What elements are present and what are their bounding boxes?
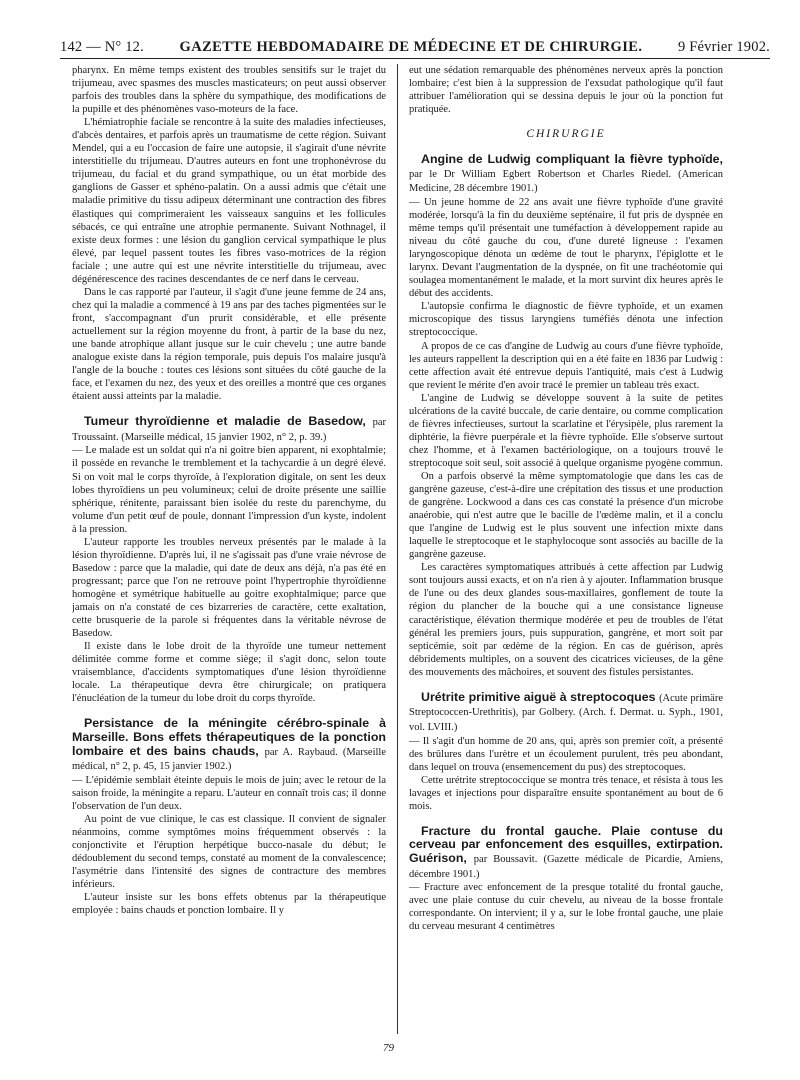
- article-byline: par Boussavit. (Gazette médicale de Picardie, Amiens, décembre 1901.): [409, 854, 723, 880]
- paragraph: pharynx. En même temps existent des troubles sensitifs sur le trajet du trijumeau, avec spasmes des muscles masticateurs; on peut aussi observer parfois des troubles dans la sphère du sympathique, des modifications de la pupille et des phénomènes vaso-moteurs de la face.: [72, 65, 386, 116]
- article-byline: par le Dr William Egbert Robertson et Charles Riedel. (American Medicine, 28 décembre 1901.): [409, 168, 723, 195]
- section-title: CHIRURGIE: [526, 128, 606, 141]
- article-heading: [72, 415, 386, 444]
- paragraph: A propos de ce cas d'angine de Ludwig au cours d'une fièvre typhoïde, les auteurs rappellent la description qui en a été faite en 1836 par Ludwig : cette affection avait été entrevue depuis l'antiquité, mais c'est à Ludwig que revient le mérite d'en avoir tracé le premier un tableau très exact.: [409, 340, 723, 391]
- paragraph: L'angine de Ludwig se développe souvent à la suite de petites ulcérations de la cavité buccale, de carie dentaire, ou comme complication de fièvres infectieuses, surtout la scarlatine et l'érysipèle, plus rarement la diphtérie, la fièvre puerpérale et la fièvre typhoïde. Elle s'observe surtout chez l'homme, et à l'examen bactériologique, on a toujours trouvé le streptocoque soit seul, soit associé à quelque organisme pyogène commun.: [409, 392, 723, 469]
- header-rule: [60, 58, 770, 59]
- article-heading: [409, 825, 723, 881]
- paragraph: — Un jeune homme de 22 ans avait une fièvre typhoïde d'une gravité modérée, lorsqu'à la fin du deuxième septénaire, il fut pris de dyspnée en même temps qu'il présentait une tuméfaction à développement rapide au niveau du côté gauche du cou, d'une dureté ligneuse : l'examen laryngoscopique dénota un œdème de tout le pharynx, l'épiglotte et le larynx. Devant l'augmentation de la dyspnée, on fit une trachéotomie qui soulagea momentanément le malade, et la mort survint dix heures après le début des accidents.: [409, 197, 723, 300]
- paragraph: Cette urétrite streptococcique se montra très tenace, et résista à tous les lavages et injections pour disparaître ensuite spontanément au bout de 6 mois.: [409, 774, 723, 812]
- paragraph: L'auteur rapporte les troubles nerveux présentés par le malade à la lésion thyroïdienne. D'après lui, il ne s'agissait pas d'une vraie névrose de Basedow : parce que la maladie, qui date de deux ans déjà, n'a pas été en progressant; parce que l'on ne retrouve point l'hypertrophie thyroïdienne homogène et symétrique habituelle au goitre exophtalmique; parce que jamais on n'a constaté de ces bizarreries de caractère, cette exaltation, cette brusquerie de la parole si fréquentes dans la véritable névrose de Basedow.: [72, 536, 386, 640]
- article-heading: [409, 691, 723, 735]
- article-title: Fracture du frontal gauche. Plaie contuse du cerveau par enfoncement des esquilles, extirpation. Guérison,: [409, 823, 723, 865]
- page-number: 142 — N° 12.: [60, 39, 144, 55]
- paragraph: On a parfois observé la même symptomatologie que dans les cas de gangrène gazeuse, c'est-à-dire une crépitation des tissus et une production de gangrène. Lockwood a dans ces cas constaté la présence d'un microbe anaérobie, qui n'est autre que le bacille de l'œdème malin, et il a conclu que l'angine de Ludwig est le plus souvent une infection mixte dans laquelle le streptocoque et le staphylocoque sont associés au bacille de la gangrène gazeuse.: [409, 471, 723, 561]
- paragraph: L'hémiatrophie faciale se rencontre à la suite des maladies infectieuses, d'abcès dentaires, et parfois après un traumatisme de cette région. Suivant Mendel, qui a eu l'occasion de faire une autopsie, il s'agirait d'une névrite interstitielle du trijumeau. D'autres auteurs en font une trophonévrose du trijumeau, du facial et du grand sympathique, ou un état morbide des ganglions de Gasser et sphéno-palatin. On a aussi admis que c'était une maladie primitive du tissu adipeux déterminant une contraction des fibres élastiques qui comprimeraient les vaisseaux sanguins et les follicules sébacés, ce qui entraîne une atrophie permanente. Suivant Nothnagel, il existe deux formes : une lésion du ganglion cervical sympathique le plus élevé, par lequel passent toutes les fibres vaso-motrices de la région faciale ; une autre qui est une névrite interstitielle du trijumeau, avec dégénérescence des racines descendantes de ce nerf dans le cerveau.: [72, 117, 386, 285]
- article-byline: par A. Raybaud. (Marseille médical, n° 2, p. 45, 15 janvier 1902.): [72, 746, 386, 773]
- article-byline: par Troussaint. (Marseille médical, 15 janvier 1902, n° 2, p. 39.): [72, 417, 386, 443]
- column-divider: [397, 64, 398, 1034]
- left-column: [72, 64, 386, 1034]
- page-header: [60, 30, 770, 56]
- article-heading: [409, 153, 723, 196]
- paragraph: — Il s'agit d'un homme de 20 ans, qui, après son premier coït, a présenté des brûlures dans l'urètre et un écoulement purulent, très peu abondant, dans lequel on trouva (ensemencement du pus) des streptocoques.: [409, 735, 723, 773]
- paragraph: Dans le cas rapporté par l'auteur, il s'agit d'une jeune femme de 24 ans, chez qui la maladie a commencé à 19 ans par des taches pigmentées sur le front, s'accompagnant d'un prurit considérable, et elle présente actuellement sur la région moyenne du front, à partir de la base du nez, une bande atrophique allant jusque sur le cuir chevelu ; une autre bande analogue existe dans la région temporale, puis depuis l'os malaire jusqu'à l'angle de la bouche : toutes ces lésions sont situées du côté gauche de la face, et l'examen du nez, des yeux et des oreilles a montré que ces organes étaient aussi atteints par la maladie.: [72, 286, 386, 403]
- paragraph: Les caractères symptomatiques attribués à cette affection par Ludwig sont toujours aussi exacts, et on n'a rien à y ajouter. Inflammation brusque de l'une ou des deux glandes sous-maxillaires, gonflement de toute la région du plancher de la bouche qui a une consistance ligneuse caractéristique, élévation thermique modérée et peu de troubles de l'état général les premiers jours, puis suppuration, gangrène, et mort soit par septicémie, soit par œdème de la région. En cas de guérison, après débridements multiples, on a souvent des cicatrices vicieuses, de la gêne des mouvements des mâchoires, et souvent des fistules persistantes.: [409, 562, 723, 678]
- journal-title: GAZETTE HEBDOMADAIRE DE MÉDECINE ET DE CHIRURGIE.: [179, 39, 643, 55]
- paragraph: L'autopsie confirma le diagnostic de fièvre typhoïde, et un examen microscopique des tissus laryngiens tuméfiés dénota une infection streptococcique.: [409, 301, 723, 339]
- paragraph: eut une sédation remarquable des phénomènes nerveux après la ponction lombaire; c'est bien à la suppression de l'exsudat pathologique qu'il faut attribuer l'amélioration qui se dessina depuis le jour où la ponction fut pratiquée.: [409, 65, 723, 116]
- paragraph: Au point de vue clinique, le cas est classique. Il convient de signaler néanmoins, comme symptômes moins fréquemment observés : la conjonctivite et l'éruption herpétique bucco-nasale du début; le dédoublement du second temps, constaté au moment de la convalescence; l'asymétrie dans l'intensité des signes de contracture des membres inférieurs.: [72, 813, 386, 891]
- paragraph: — Le malade est un soldat qui n'a ni goitre bien apparent, ni exophtalmie; il possède en revanche le tremblement et la tachycardie à un degré élevé. Si on voit mal le corps thyroïde, à l'exploration digitale, on sent les deux lobes thyroïdiens un peu volumineux; celui de droite présente une saillie sphérique, rénitente, paraissant bien isolée du reste du parenchyme, du volume d'un petit œuf de poule, donnant l'impression d'un kyste, indolent à la pression.: [72, 445, 386, 535]
- article-title: Persistance de la méningite cérébro-spinale à Marseille. Bons effets thérapeutiques de la ponction lombaire et des bains chauds,: [72, 716, 386, 758]
- article-byline: (Acute primäre Streptococcen-Urethritis), par Golbery. (Arch. f. Dermat. u. Syph., 1901, vol. LVIII.): [409, 692, 723, 733]
- article-heading: [72, 717, 386, 773]
- article-title: Urétrite primitive aiguë à streptocoques: [421, 689, 656, 704]
- article-title: Tumeur thyroïdienne et maladie de Basedow,: [84, 414, 366, 429]
- paragraph: L'auteur insiste sur les bons effets obtenus par la thérapeutique employée : bains chauds et ponction lombaire. Il y: [72, 892, 386, 917]
- article-title: Angine de Ludwig compliquant la fièvre typhoïde,: [421, 152, 723, 167]
- paragraph: — L'épidémie semblait éteinte depuis le mois de juin; avec le retour de la saison froide, la méningite a reparu. L'auteur en connaît trois cas; il donne l'observation de l'un deux.: [72, 774, 386, 812]
- issue-date: 9 Février 1902.: [677, 39, 770, 55]
- paragraph: — Fracture avec enfoncement de la presque totalité du frontal gauche, avec une plaie contuse du cuir chevelu, au niveau de la bosse frontale correspondante. On intervient; il y a, sur le lobe frontal gauche, une plaie du cerveau mesurant 4 centimètres: [409, 882, 723, 933]
- folio-number: 79: [383, 1042, 394, 1054]
- right-column: [409, 64, 723, 1034]
- paragraph: Il existe dans le lobe droit de la thyroïde une tumeur nettement délimitée comme forme et comme siège; il s'agit donc, selon toute vraisemblance, d'accidents symptomatiques d'une lésion thyroïdienne locale. La thérapeutique devra être chirurgicale; on pratiquera l'énucléation de la tumeur du lobe droit du corps thyroïde.: [72, 641, 386, 705]
